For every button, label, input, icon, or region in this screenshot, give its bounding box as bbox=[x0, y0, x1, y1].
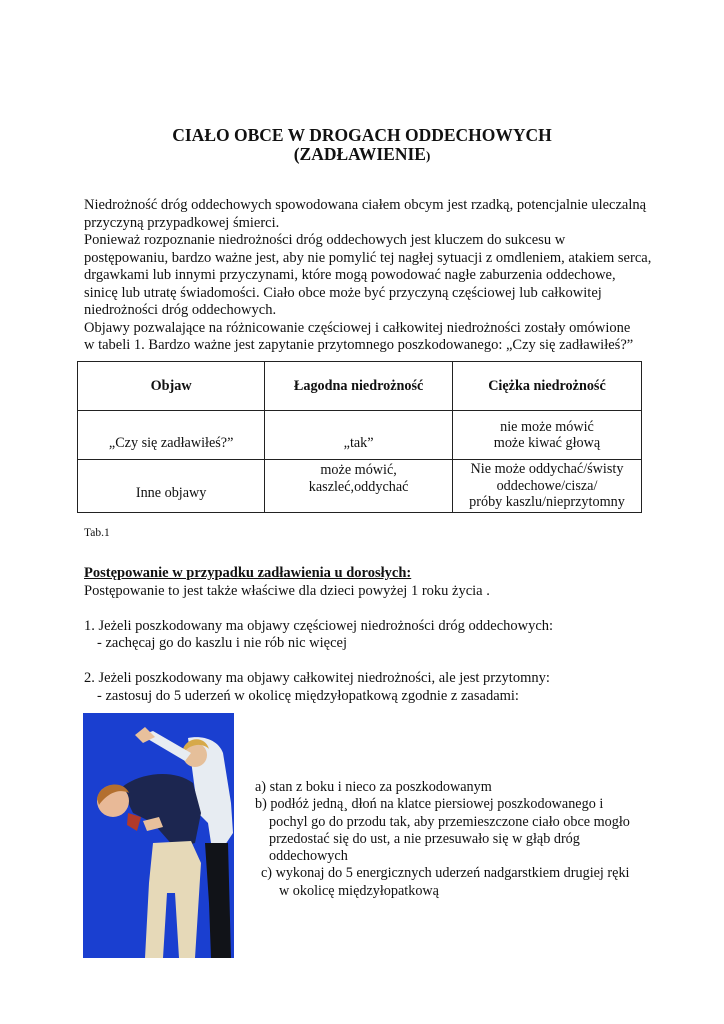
table-caption: Tab.1 bbox=[84, 527, 110, 539]
header-severe: Ciężka niedrożność bbox=[452, 362, 641, 411]
procedure-section bbox=[84, 565, 684, 705]
header-mild: Łagodna niedrożność bbox=[265, 362, 453, 411]
step-c: c) wykonaj do 5 energicznych uderzeń nadgarstkiem drugiej ręki bbox=[261, 865, 630, 882]
cell-severe: nie może mówić może kiwać głową bbox=[452, 411, 641, 460]
step-b-continued: pochyl go do przodu tak, aby przemieszczone ciało obce mogło bbox=[269, 813, 630, 830]
back-blows-photo bbox=[83, 713, 234, 958]
procedure-note: Postępowanie to jest także właściwe dla dzieci powyżej 1 roku życia . bbox=[84, 582, 490, 599]
procedure-heading: Postępowanie w przypadku zadławienia u dorosłych: bbox=[84, 565, 412, 581]
table-row bbox=[78, 460, 642, 513]
procedure-point-1: 1. Jeżeli poszkodowany ma objawy częściowej niedrożności dróg oddechowych: bbox=[84, 617, 554, 634]
intro-line: postępowaniu, bardzo ważne jest, aby nie pomylić tej nagłej sytuacji z omdleniem, atakiem serca, bbox=[84, 249, 652, 266]
intro-line: drgawkami lub innymi przyczynami, które mogą powodować nagłe zaburzenia oddechowe, bbox=[84, 267, 616, 283]
intro-paragraph bbox=[84, 197, 654, 355]
step-b-continued: oddechowych bbox=[269, 848, 348, 865]
intro-line: w tabeli 1. Bardzo ważne jest zapytanie przytomnego poszkodowanego: „Czy się zadławiłeś?” bbox=[84, 337, 634, 353]
cell-symptom: „Czy się zadławiłeś?” bbox=[78, 411, 265, 460]
intro-line: sinicę lub utratę świadomości. Ciało obce może być przyczyną częściowej lub całkowitej bbox=[84, 284, 602, 301]
procedure-point-1-sub: - zachęcaj go do kaszlu i nie rób nic więcej bbox=[97, 635, 348, 651]
table-header-row bbox=[78, 362, 642, 411]
intro-line: przyczyną przypadkowej śmierci. bbox=[84, 214, 280, 231]
intro-line: niedrożności dróg oddechowych. bbox=[84, 302, 277, 318]
procedure-point-2-sub: - zastosuj do 5 uderzeń w okolicę międzyłopatkową zgodnie z zasadami: bbox=[97, 687, 519, 704]
symptoms-table bbox=[77, 361, 642, 513]
step-b: b) podłóż jedną¸ dłoń na klatce piersiowej poszkodowanego i bbox=[255, 796, 604, 813]
intro-line: Objawy pozwalające na różnicowanie częściowej i całkowitej niedrożności zostały omówione bbox=[84, 319, 631, 336]
back-blows-steps bbox=[255, 779, 655, 900]
title-line-2: (ZADŁAWIENIE) bbox=[293, 144, 431, 164]
cell-mild: może mówić, kaszleć,oddychać bbox=[265, 460, 453, 513]
document-title bbox=[0, 126, 724, 165]
title-line-1: CIAŁO OBCE W DROGACH ODDECHOWYCH bbox=[172, 125, 552, 145]
step-b-continued: przedostać się do ust, a nie przesuwało się w głąb dróg bbox=[269, 830, 580, 847]
cell-symptom: Inne objawy bbox=[78, 460, 265, 513]
intro-line: Ponieważ rozpoznanie niedrożności dróg oddechowych jest kluczem do sukcesu w bbox=[84, 232, 566, 248]
step-c-continued: w okolicę międzyłopatkową bbox=[279, 882, 439, 899]
table-row bbox=[78, 411, 642, 460]
intro-line: Niedrożność dróg oddechowych spowodowana ciałem obcym jest rzadką, potencjalnie uleczalną bbox=[84, 197, 647, 213]
procedure-point-2: 2. Jeżeli poszkodowany ma objawy całkowitej niedrożności, ale jest przytomny: bbox=[84, 670, 550, 686]
cell-severe: Nie może oddychać/świsty oddechowe/cisza/ próby kaszlu/nieprzytomny bbox=[452, 460, 641, 513]
header-symptom: Objaw bbox=[78, 362, 265, 411]
cell-mild: „tak” bbox=[265, 411, 453, 460]
step-a: a) stan z boku i nieco za poszkodowanym bbox=[255, 779, 492, 795]
